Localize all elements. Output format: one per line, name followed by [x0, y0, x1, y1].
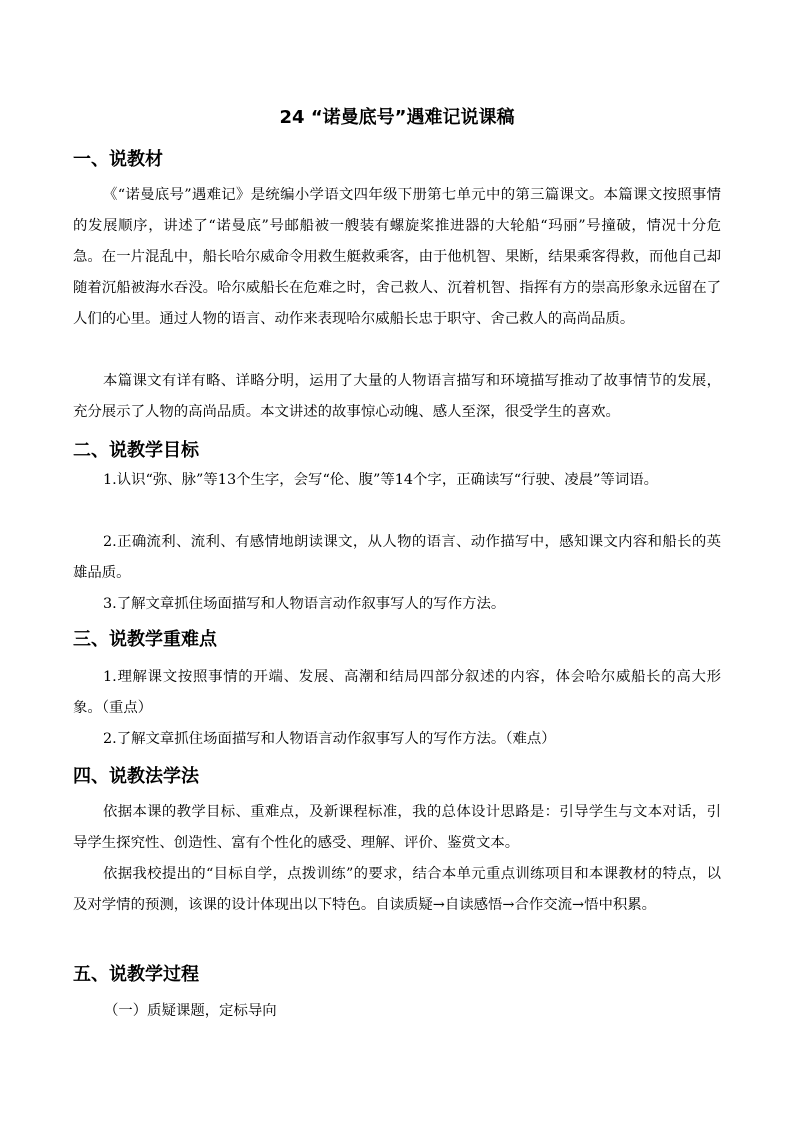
paragraph-method-2: 依据我校提出的“目标自学，点拨训练”的要求，结合本单元重点训练项目和本课教材的特点，以及对学情的预测，该课的设计体现出以下特色。自读质疑→自读感悟→合作交流→悟中积累。 — [73, 866, 721, 913]
paragraph-goal-3: 3.了解文章抓住场面描写和人物语言动作叙事写人的写作方法。 — [103, 596, 506, 612]
paragraph-key-point-2: 2.了解文章抓住场面描写和人物语言动作叙事写人的写作方法。（难点） — [103, 731, 556, 747]
document-title: 24 “诺曼底号”遇难记说课稿 — [279, 107, 515, 128]
paragraph-textbook-2: 本篇课文有详有略、详略分明，运用了大量的人物语言描写和环境描写推动了故事情节的发展，充分展示了人物的高尚品质。本文讲述的故事惊心动魄、感人至深，很受学生的喜欢。 — [73, 373, 721, 420]
section-heading-process: 五、说教学过程 — [73, 964, 199, 985]
subheading-process-1: （一）质疑课题，定标导向 — [104, 1003, 277, 1019]
paragraph-key-point-1: 1.理解课文按照事情的开端、发展、高潮和结局四部分叙述的内容，体会哈尔威船长的高大形象。（重点） — [73, 669, 721, 716]
paragraph-textbook-1: 《“诺曼底号”遇难记》是统编小学语文四年级下册第七单元中的第三篇课文。本篇课文按照事情的发展顺序，讲述了“诺曼底”号邮船被一艘装有螺旋桨推进器的大轮船“玛丽”号撞破，情况十分危急。在一片混乱中，船长哈尔威命令用救生艇救乘客，由于他机智、果断，结果乘客得救，而他自己却随着沉船被海水吞没。哈尔威船长在危难之时，舍己救人、沉着机智、指挥有方的崇高形象永远留在了人们的心里。通过人物的语言、动作来表现哈尔威船长忠于职守、舍己救人的高尚品质。 — [73, 187, 721, 327]
paragraph-goal-2: 2.正确流利、流利、有感情地朗读课文，从人物的语言、动作描写中，感知课文内容和船长的英雄品质。 — [73, 534, 721, 581]
section-heading-textbook: 一、说教材 — [73, 149, 163, 170]
section-heading-key-points: 三、说教学重难点 — [73, 629, 217, 650]
section-heading-goals: 二、说教学目标 — [73, 440, 199, 461]
paragraph-method-1: 依据本课的教学目标、重难点，及新课程标准，我的总体设计思路是：引导学生与文本对话，引导学生探究性、创造性、富有个性化的感受、理解、评价、鉴赏文本。 — [73, 804, 721, 851]
section-heading-methods: 四、说教法学法 — [73, 766, 199, 787]
paragraph-goal-1: 1.认识“弥、脉”等13个生字，会写“伦、腹”等14个字，正确读写“行驶、凌晨”等词语。 — [103, 472, 658, 488]
